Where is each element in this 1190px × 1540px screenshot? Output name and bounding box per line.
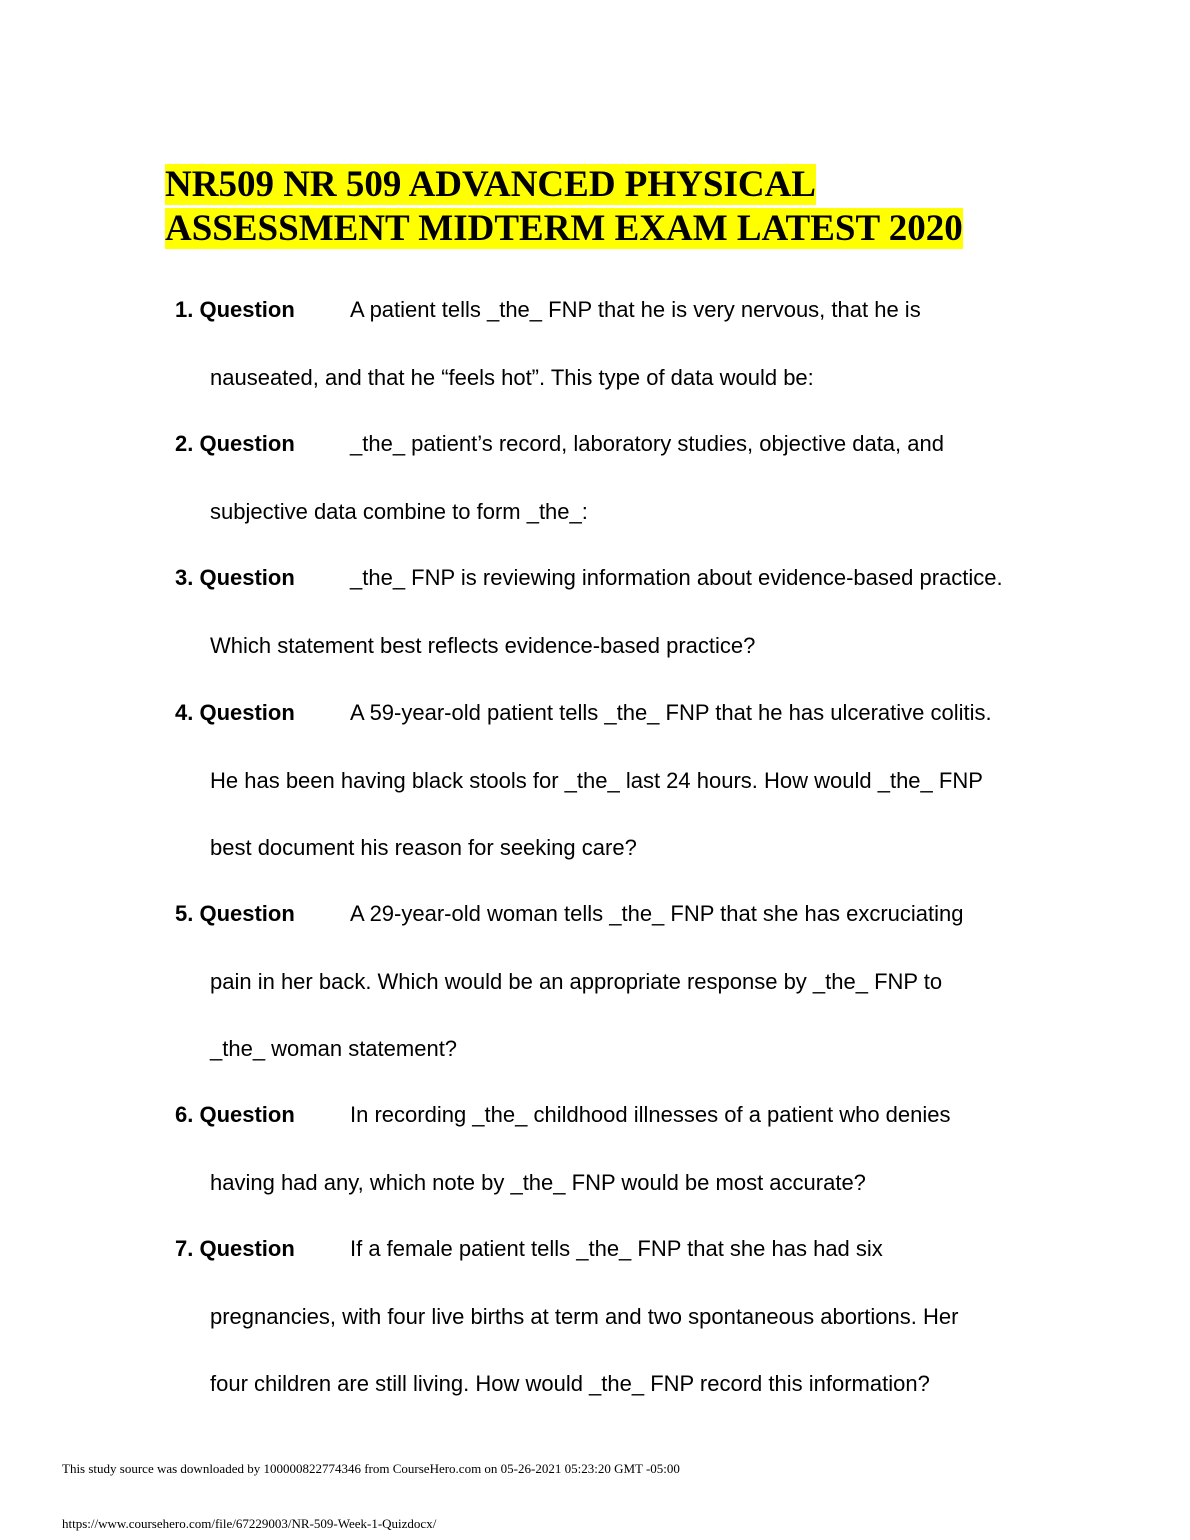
question-text: having had any, which note by _the_ FNP would be most accurate? xyxy=(210,1169,866,1195)
download-source-notice: This study source was downloaded by 100000822774346 from CourseHero.com on 05-26-2021 05:23:20 GMT -05:00 xyxy=(62,1461,680,1476)
question-text: four children are still living. How would _the_ FNP record this information? xyxy=(210,1371,930,1396)
question-first-line xyxy=(175,880,1055,948)
question-1 xyxy=(175,276,1055,411)
question-text: A 29-year-old woman tells _the_ FNP that she has excruciating xyxy=(350,901,964,926)
question-label: 6. Question xyxy=(175,1102,295,1127)
question-label: 7. Question xyxy=(175,1236,295,1261)
question-5 xyxy=(175,880,1055,1083)
title-line-1: NR509 NR 509 ADVANCED PHYSICAL xyxy=(165,164,816,205)
question-first-line xyxy=(175,1081,1055,1149)
question-text: best document his reason for seeking care? xyxy=(210,835,637,860)
question-text: pregnancies, with four live births at term and two spontaneous abortions. Her xyxy=(210,1303,959,1329)
question-label: 2. Question xyxy=(175,431,295,456)
question-2 xyxy=(175,410,1055,545)
title-line-2: ASSESSMENT MIDTERM EXAM LATEST 2020 xyxy=(165,208,963,249)
source-url[interactable]: https://www.coursehero.com/file/67229003/NR-509-Week-1-Quizdocx/ xyxy=(62,1516,437,1531)
question-text: nauseated, and that he “feels hot”. This type of data would be: xyxy=(210,364,814,390)
question-text: Which statement best reflects evidence-based practice? xyxy=(210,632,756,658)
question-text: A 59-year-old patient tells _the_ FNP that he has ulcerative colitis. xyxy=(350,700,992,725)
question-first-line xyxy=(175,276,1055,344)
question-label: 3. Question xyxy=(175,565,295,590)
question-text: A patient tells _the_ FNP that he is very nervous, that he is xyxy=(350,297,921,322)
question-text: _the_ patient’s record, laboratory studies, objective data, and xyxy=(350,431,944,456)
question-text: subjective data combine to form _the_: xyxy=(210,498,588,524)
question-text: _the_ woman statement? xyxy=(210,1036,458,1061)
question-first-line xyxy=(175,1215,1055,1283)
question-first-line xyxy=(175,679,1055,747)
question-text: In recording _the_ childhood illnesses of a patient who denies xyxy=(350,1102,951,1127)
question-6 xyxy=(175,1081,1055,1216)
question-label: 4. Question xyxy=(175,700,295,725)
document-title xyxy=(165,163,963,251)
question-first-line xyxy=(175,544,1055,612)
question-3 xyxy=(175,544,1055,679)
question-text: If a female patient tells _the_ FNP that she has had six xyxy=(350,1236,883,1261)
question-text: pain in her back. Which would be an appropriate response by _the_ FNP to xyxy=(210,968,943,994)
question-label: 1. Question xyxy=(175,297,295,322)
question-7 xyxy=(175,1215,1055,1418)
question-text: _the_ FNP is reviewing information about evidence-based practice. xyxy=(350,565,1003,590)
question-first-line xyxy=(175,410,1055,478)
question-4 xyxy=(175,679,1055,882)
question-text: He has been having black stools for _the_ last 24 hours. How would _the_ FNP xyxy=(210,767,983,793)
question-label: 5. Question xyxy=(175,901,295,926)
